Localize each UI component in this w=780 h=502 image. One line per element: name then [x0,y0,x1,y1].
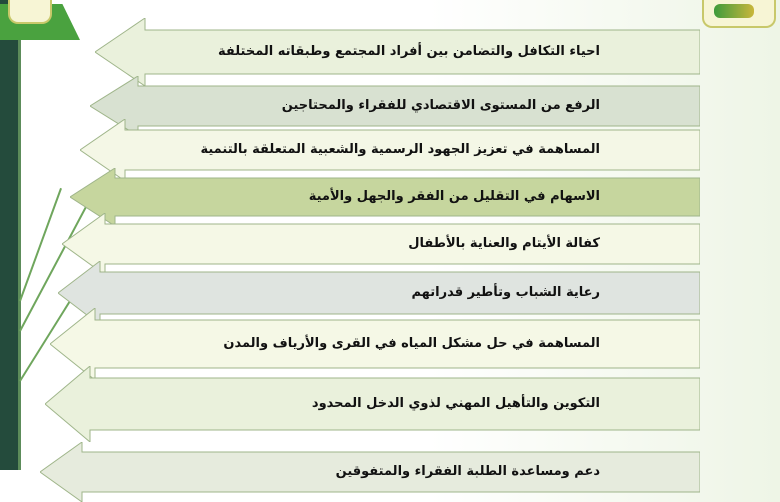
objective-arrow [40,442,700,502]
objective-text: كفالة الأيتام والعناية بالأطفال [408,236,600,251]
objective-text: المساهمة في حل مشكل المياه في القرى والأرياف والمدن [223,336,600,351]
objective-text: الاسهام في التقليل من الفقر والجهل والأمية [308,189,600,204]
objective-text: الرفع من المستوى الاقتصادي للفقراء والمحتاجين [281,98,600,113]
objective-text: دعم ومساعدة الطلبة الفقراء والمتفوقين [335,464,600,479]
objective-text: احياء التكافل والتضامن بين أفراد المجتمع وطبقاته المختلفة [217,44,600,59]
left-accent-bar [0,0,18,470]
left-accent-stripe [18,40,21,470]
objective-text: المساهمة في تعزيز الجهود الرسمية والشعبية المتعلقة بالتنمية [200,142,600,157]
logo-mark-icon [714,4,754,18]
objective-arrow [45,366,700,442]
logo-right [702,0,776,28]
objective-text: رعاية الشباب وتأطير قدراتهم [411,285,600,300]
logo-left [8,0,52,24]
objective-text: التكوين والتأهيل المهني لذوي الدخل المحدود [311,396,600,411]
